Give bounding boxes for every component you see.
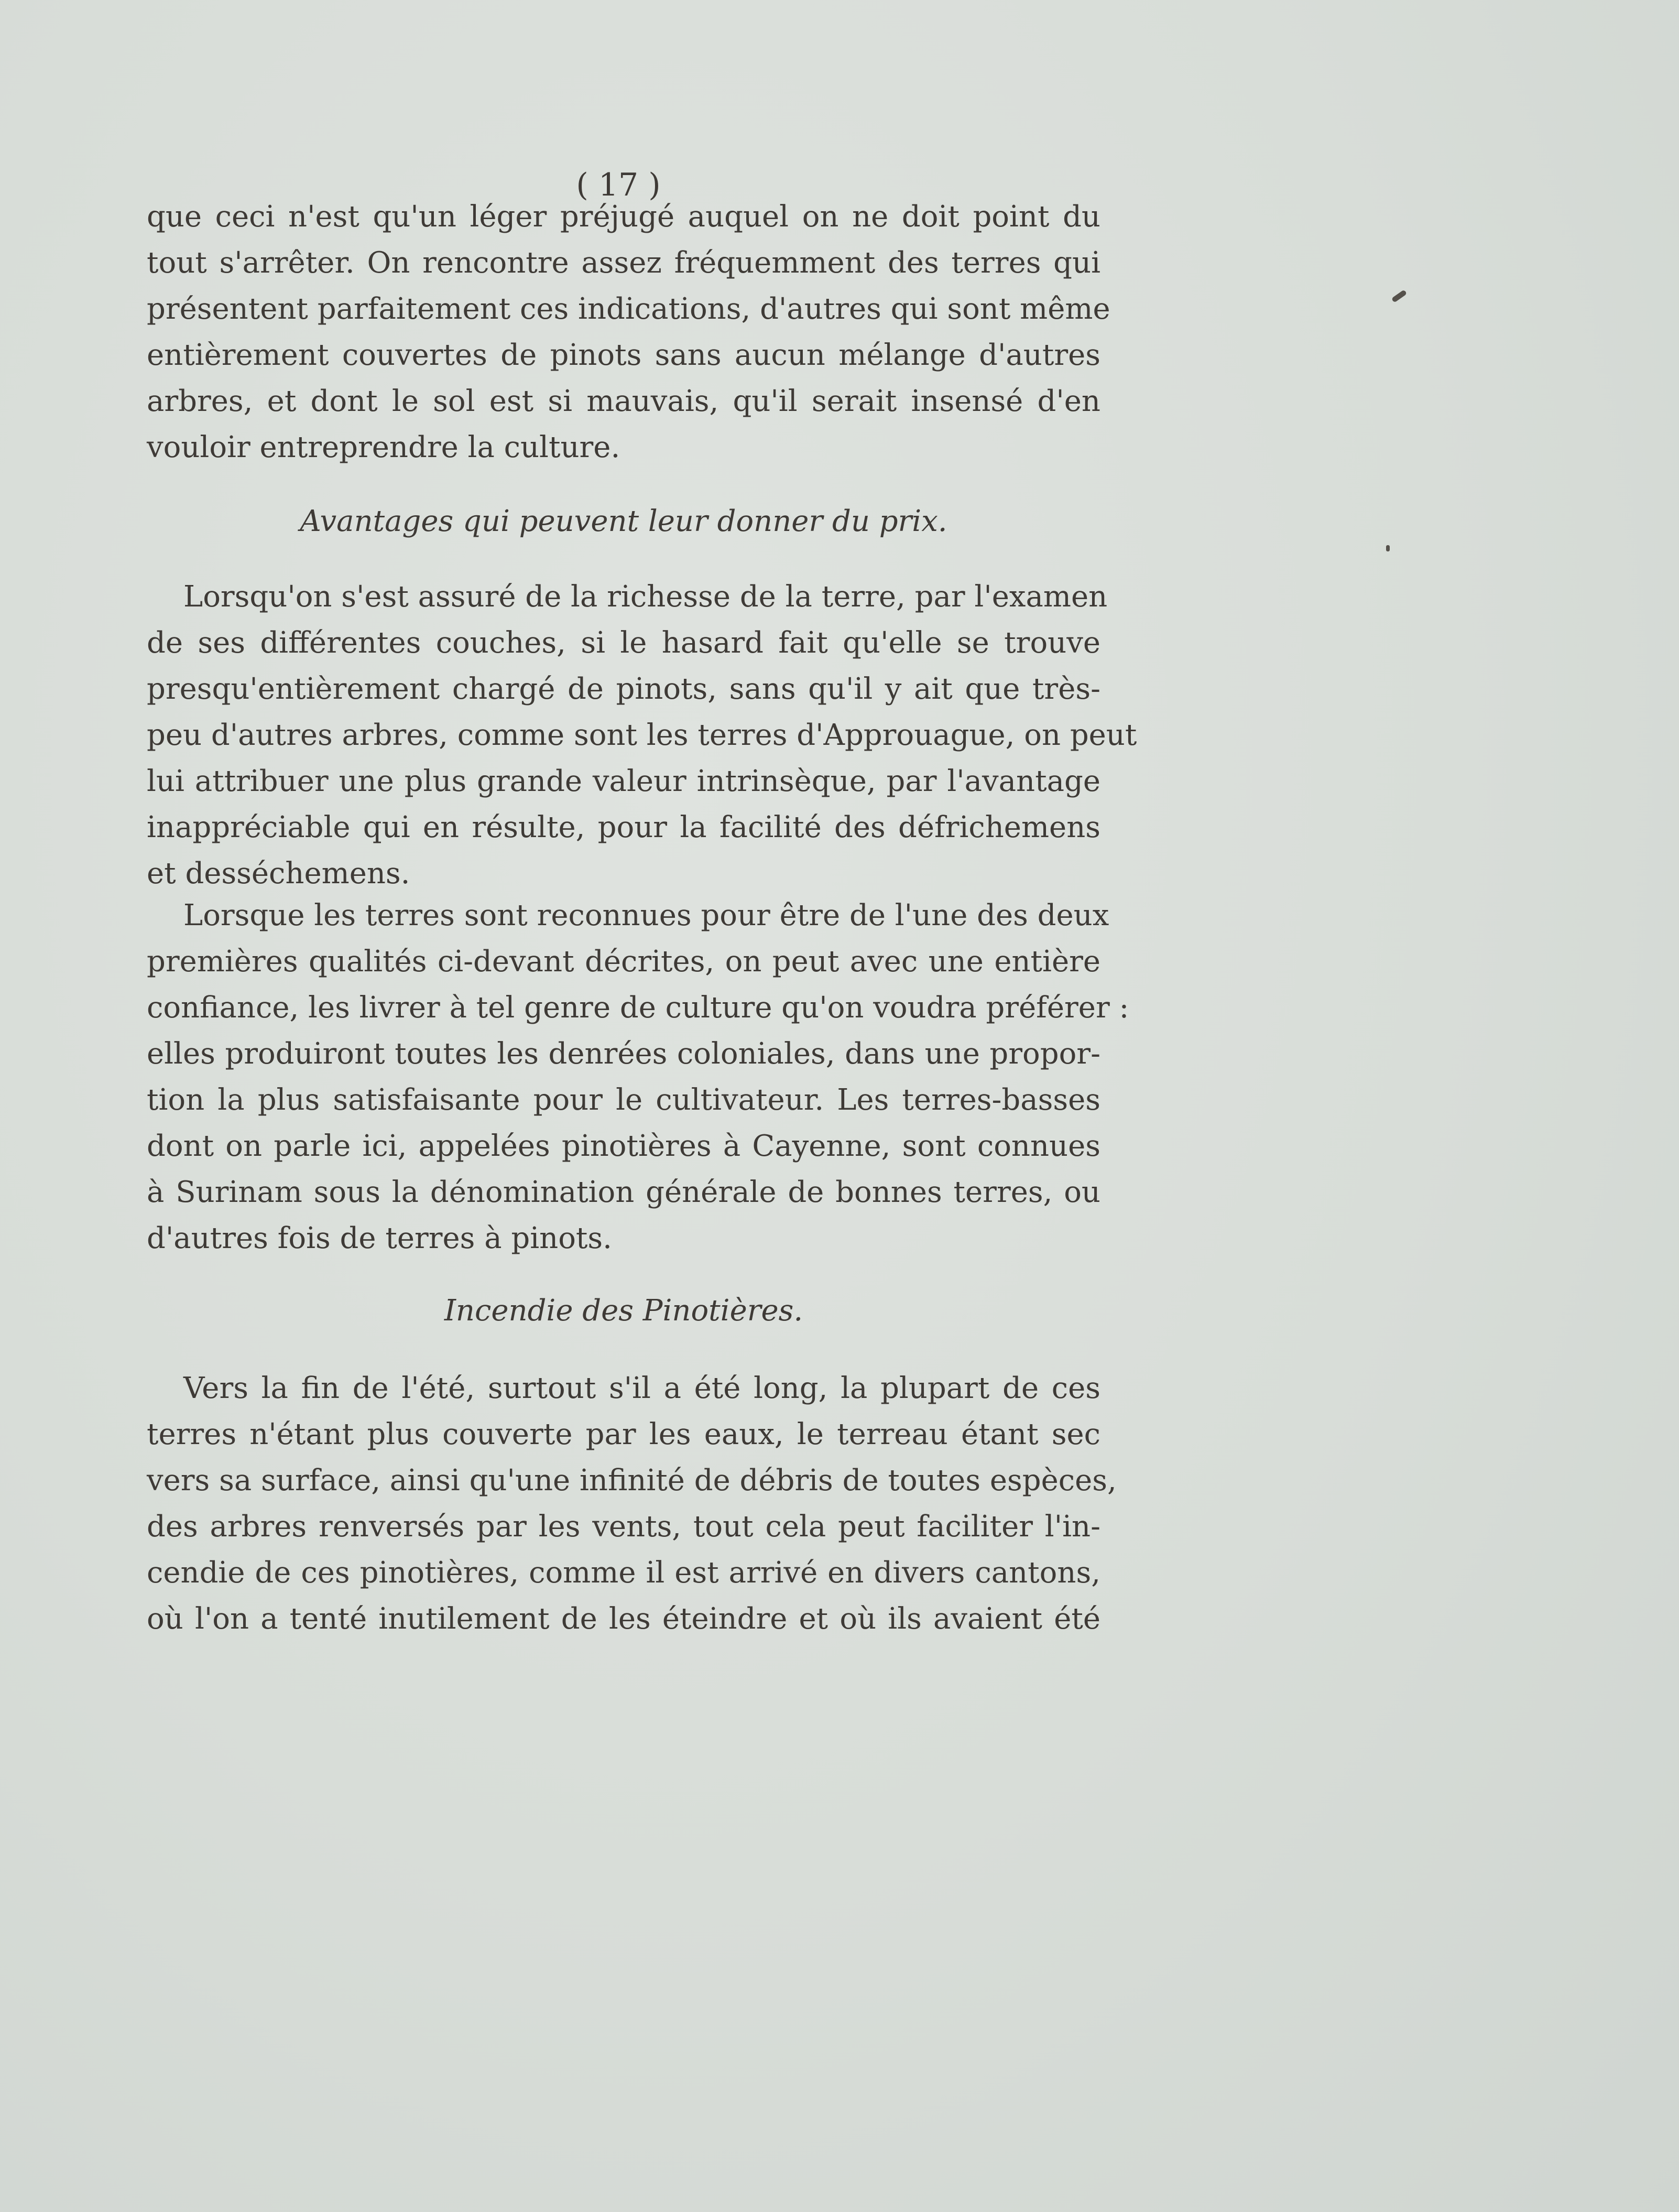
paragraph-2 xyxy=(147,574,1137,897)
section-heading-avantages: Avantages qui peuvent leur donner du prix. xyxy=(300,504,947,538)
text-line: tion la plus satisfaisante pour le cultivateur. Les terres-basses xyxy=(147,1083,1100,1117)
text-line: presqu'entièrement chargé de pinots, sans qu'il y ait que très- xyxy=(147,672,1100,706)
text-line: confiance, les livrer à tel genre de culture qu'on voudra préférer : xyxy=(147,991,1129,1025)
ink-speck xyxy=(1391,289,1407,302)
text-line: vouloir entreprendre la culture. xyxy=(147,430,620,464)
text-line: terres n'étant plus couverte par les eaux, le terreau étant sec xyxy=(147,1417,1100,1451)
text-line: premières qualités ci-devant décrites, on peut avec une entière xyxy=(147,945,1100,979)
text-line: et desséchemens. xyxy=(147,856,410,891)
paragraph-4 xyxy=(147,1365,1117,1642)
text-line: Lorsqu'on s'est assuré de la richesse de la terre, par l'examen xyxy=(183,580,1108,614)
text-line: des arbres renversés par les vents, tout cela peut faciliter l'in- xyxy=(147,1510,1100,1544)
paragraph-3 xyxy=(147,893,1129,1262)
text-line: peu d'autres arbres, comme sont les terres d'Approuague, on peut xyxy=(147,718,1137,752)
ink-speck xyxy=(1386,545,1390,551)
text-line: présentent parfaitement ces indications, d'autres qui sont même xyxy=(147,292,1110,326)
text-line: que ceci n'est qu'un léger préjugé auquel on ne doit point du xyxy=(147,200,1100,234)
text-line: entièrement couvertes de pinots sans aucun mélange d'autres xyxy=(147,338,1100,372)
section-heading-incendie: Incendie des Pinotières. xyxy=(444,1294,803,1328)
text-line: elles produiront toutes les denrées coloniales, dans une propor- xyxy=(147,1037,1100,1071)
text-line: inappréciable qui en résulte, pour la facilité des défrichemens xyxy=(147,810,1100,844)
text-line: dont on parle ici, appelées pinotières à Cayenne, sont connues xyxy=(147,1129,1100,1163)
text-line: cendie de ces pinotières, comme il est arrivé en divers cantons, xyxy=(147,1556,1100,1590)
paragraph-1 xyxy=(147,194,1110,471)
text-line: lui attribuer une plus grande valeur intrinsèque, par l'avantage xyxy=(147,764,1100,798)
text-line: où l'on a tenté inutilement de les éteindre et où ils avaient été xyxy=(147,1602,1100,1636)
text-line: d'autres fois de terres à pinots. xyxy=(147,1221,612,1255)
text-line: arbres, et dont le sol est si mauvais, qu'il serait insensé d'en xyxy=(147,384,1100,418)
text-line: tout s'arrêter. On rencontre assez fréquemment des terres qui xyxy=(147,246,1100,280)
text-line: de ses différentes couches, si le hasard fait qu'elle se trouve xyxy=(147,626,1100,660)
text-line: Vers la fin de l'été, surtout s'il a été long, la plupart de ces xyxy=(183,1371,1100,1405)
text-line: vers sa surface, ainsi qu'une infinité de débris de toutes espèces, xyxy=(147,1463,1117,1498)
page-number: ( 17 ) xyxy=(576,167,661,203)
text-line: à Surinam sous la dénomination générale de bonnes terres, ou xyxy=(147,1175,1100,1209)
text-line: Lorsque les terres sont reconnues pour être de l'une des deux xyxy=(183,898,1109,932)
